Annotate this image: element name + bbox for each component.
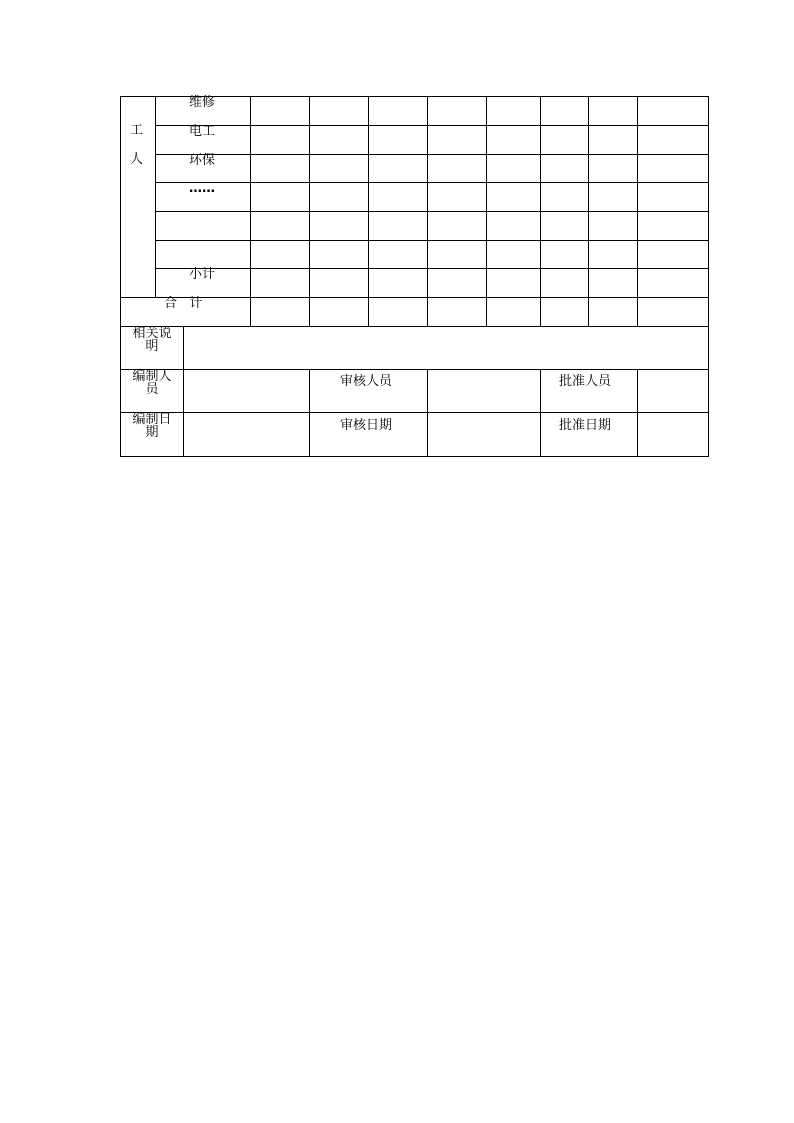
row-label-subtotal: 小计 <box>189 267 216 282</box>
review-date-label: 审核日期 <box>340 418 393 433</box>
row-label-environmental: 环保 <box>189 153 216 168</box>
approve-date-label: 批准日期 <box>559 418 612 433</box>
row-label-electrician: 电工 <box>189 124 216 139</box>
prepared-by-label-line2: 员 <box>145 382 159 397</box>
approver-field[interactable] <box>639 371 707 411</box>
notes-label-line2: 明 <box>145 339 159 354</box>
notes-label-line1: 相关说 <box>132 326 172 341</box>
row-label-ellipsis: …… <box>189 181 215 196</box>
total-label: 合 计 <box>164 296 203 311</box>
prepared-date-label <box>121 413 183 439</box>
review-date-field[interactable] <box>429 414 539 455</box>
notes-field[interactable] <box>185 328 706 368</box>
approver-label: 批准人员 <box>559 374 612 389</box>
prepared-date-label-line1: 编制日 <box>132 412 172 427</box>
notes-label <box>121 327 183 353</box>
worker-group-label-line1: 工 <box>130 123 144 138</box>
reviewer-label: 审核人员 <box>340 374 393 389</box>
prepared-by-label-line1: 编制人 <box>132 369 172 384</box>
approve-date-field[interactable] <box>639 414 707 455</box>
row-label-maintenance: 维修 <box>189 95 216 110</box>
prepared-date-label-line2: 期 <box>145 425 159 440</box>
prepared-date-field[interactable] <box>185 414 308 455</box>
worker-group-label-line2: 人 <box>130 152 144 167</box>
prepared-by-label <box>121 370 183 396</box>
prepared-by-field[interactable] <box>185 371 308 411</box>
reviewer-field[interactable] <box>429 371 539 411</box>
